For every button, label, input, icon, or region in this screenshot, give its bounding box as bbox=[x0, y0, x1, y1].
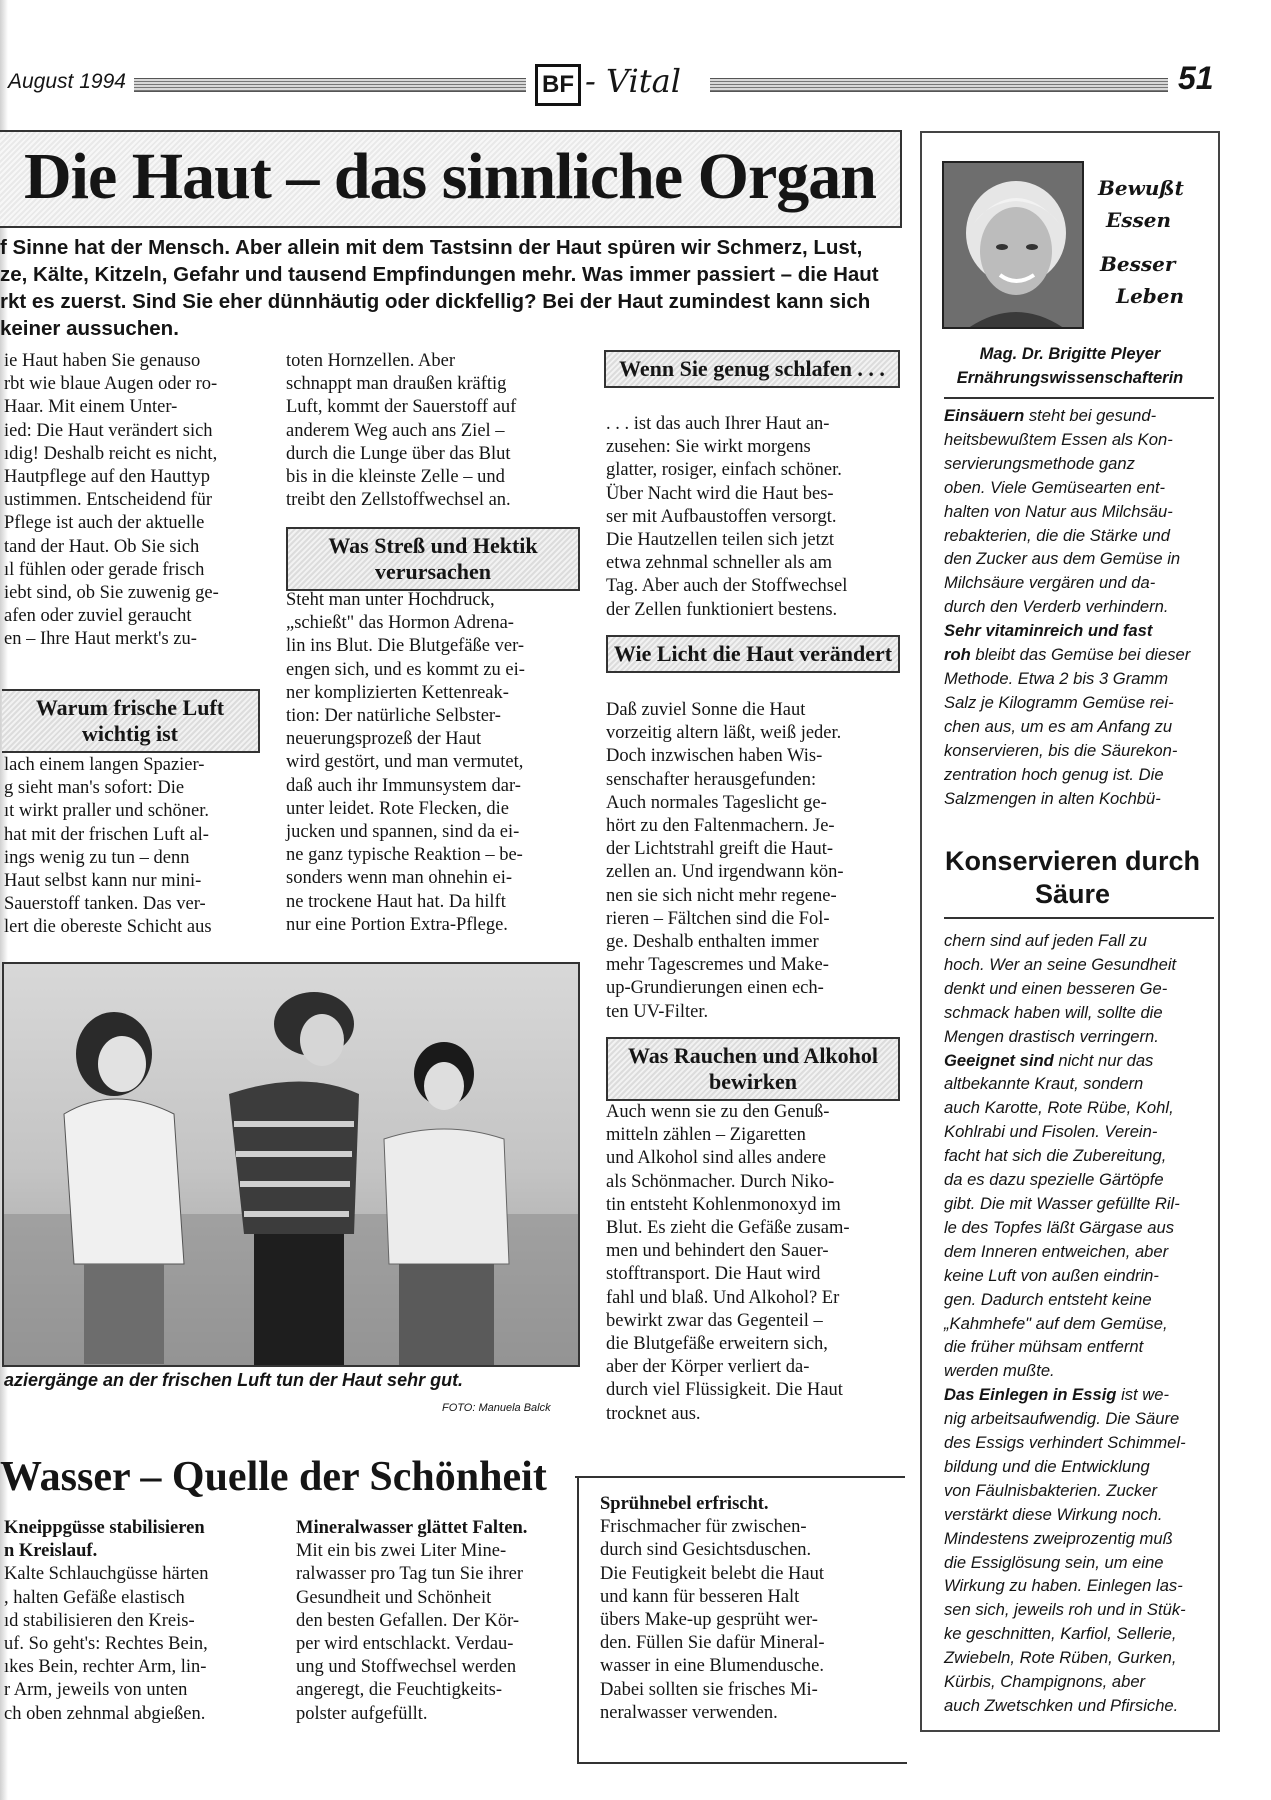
sidebar-text-span: gibt. Die mit Wasser gefüllte Ril- bbox=[944, 1193, 1180, 1213]
sidebar-text-span: oben. Viele Gemüsearten ent- bbox=[944, 477, 1166, 497]
sidebar-text-span: chen aus, um es am Anfang zu bbox=[944, 716, 1173, 736]
beach-photo bbox=[2, 962, 580, 1367]
portrait-illustration bbox=[944, 163, 1084, 329]
text-line: zusehen: Sie wirkt morgens bbox=[606, 437, 811, 458]
sidebar-text-span: werden mußte. bbox=[944, 1361, 1055, 1381]
sidebar-text-line bbox=[944, 1264, 1204, 1288]
sidebar-text-span: heitsbewußtem Essen als Kon- bbox=[944, 429, 1173, 449]
lead-line: keiner aussuchen. bbox=[0, 317, 179, 340]
sidebar-text-span: servierungsmethode ganz bbox=[944, 453, 1135, 473]
author-credit bbox=[935, 342, 1205, 390]
text-line: lach einem langen Spazier- bbox=[4, 755, 205, 775]
sidebar-text-line bbox=[944, 1359, 1204, 1383]
wasser-col-3-head: Sprühnebel erfrischt. bbox=[600, 1494, 769, 1514]
text-line: schnappt man draußen kräftig bbox=[286, 374, 507, 395]
beach-photo-illustration bbox=[4, 964, 580, 1367]
subhead-licht: Wie Licht die Haut verändert bbox=[606, 635, 900, 673]
column-3-text-3 bbox=[606, 1101, 900, 1426]
text-line: ung und Stoffwechsel werden bbox=[296, 1657, 517, 1678]
sidebar-text-line bbox=[944, 715, 1204, 739]
text-line: etwa zehnmal schneller als am bbox=[606, 553, 833, 574]
motto-line: Besser bbox=[1100, 252, 1176, 276]
sidebar-text-span: Kohlrabi und Fisolen. Verein- bbox=[944, 1122, 1158, 1142]
sidebar-text-line bbox=[944, 953, 1204, 977]
section-name: - Vital bbox=[585, 62, 681, 100]
text-line: ıl fühlen oder gerade frisch bbox=[4, 559, 205, 580]
text-line: angeregt, die Feuchtigkeits- bbox=[296, 1680, 503, 1701]
sidebar-text-line bbox=[944, 1551, 1204, 1575]
sidebar-bold-phrase: Einsäuern bbox=[944, 406, 1025, 425]
sidebar-text-line bbox=[944, 1312, 1204, 1336]
sidebar-text-1 bbox=[944, 404, 1204, 810]
sidebar-text-line bbox=[944, 1096, 1204, 1120]
text-line: nur eine Portion Extra-Pflege. bbox=[286, 914, 508, 935]
sidebar-text-span: Wirkung zu haben. Einlegen las- bbox=[944, 1576, 1183, 1596]
text-line: polster aufgefüllt. bbox=[296, 1703, 428, 1724]
text-line: Tag. Aber auch der Stoffwechsel bbox=[606, 576, 848, 597]
sidebar-text-span: bleibt das Gemüse bei dieser bbox=[970, 645, 1191, 665]
sidebar-text-line bbox=[944, 1598, 1204, 1622]
sidebar-bold-phrase: Das Einlegen in Essig bbox=[944, 1385, 1117, 1405]
text-line: Hautpflege auf den Hauttyp bbox=[4, 467, 210, 488]
sidebar-text-span: dem Inneren entweichen, aber bbox=[944, 1241, 1169, 1261]
sidebar-text-line bbox=[944, 1383, 1204, 1407]
sidebar-text-line bbox=[944, 595, 1204, 619]
text-line: aber der Körper verliert da- bbox=[606, 1357, 810, 1378]
text-line: „schießt" das Hormon Adrena- bbox=[286, 613, 514, 634]
sidebar-text-line bbox=[944, 476, 1204, 500]
sidebar-text-line bbox=[944, 500, 1204, 524]
text-line: hört zu den Faltenmachern. Je- bbox=[606, 816, 835, 837]
sidebar-text-line bbox=[944, 1622, 1204, 1646]
text-line: ne trockene Haut hat. Da hilft bbox=[286, 891, 506, 912]
text-line: ıt wirkt praller und schöner. bbox=[4, 801, 209, 822]
sidebar-heading: Konservieren durch Säure bbox=[944, 846, 1201, 909]
sidebar-text-line bbox=[944, 1479, 1204, 1503]
text-line: per wird entschlackt. Verdau- bbox=[296, 1634, 514, 1655]
text-line: wird gestört, und man vermutet, bbox=[286, 752, 524, 773]
sidebar-text-span: Zwiebeln, Rote Rüben, Gurken, bbox=[944, 1648, 1177, 1668]
sidebar-text-line bbox=[944, 1216, 1204, 1240]
motto-line: Leben bbox=[1116, 284, 1185, 308]
text-line: stofftransport. Die Haut wird bbox=[606, 1264, 821, 1285]
text-line: neralwasser verwenden. bbox=[600, 1702, 778, 1723]
text-line: daß auch ihr Immunsystem dar- bbox=[286, 775, 521, 796]
text-line: zellen an. Und irgendwann kön- bbox=[606, 862, 844, 883]
text-line: ıd stabilisieren den Kreis- bbox=[4, 1610, 195, 1631]
text-line: Mit ein bis zwei Liter Mine- bbox=[296, 1541, 507, 1562]
sidebar-text-span: verstärkt diese Wirkung noch. bbox=[944, 1504, 1163, 1524]
text-line: ied: Die Haut verändert sich bbox=[4, 420, 213, 441]
text-line: en – Ihre Haut merkt's zu- bbox=[4, 629, 197, 650]
text-line: rbt wie blaue Augen oder ro- bbox=[4, 374, 218, 395]
text-line: toten Hornzellen. Aber bbox=[286, 351, 456, 371]
text-line: neuerungsprozeß der Haut bbox=[286, 729, 482, 750]
sidebar-text-span: Salzmengen in alten Kochbü- bbox=[944, 788, 1161, 808]
column-3-text-2 bbox=[606, 699, 900, 1024]
sidebar-text-span: Mindestens zweiprozentig muß bbox=[944, 1528, 1173, 1548]
sidebar-text-span: konservieren, bis die Säurekon- bbox=[944, 740, 1178, 760]
sidebar-text-span: auch Zwetschken und Pfirsiche. bbox=[944, 1696, 1179, 1715]
sidebar-text-line bbox=[944, 452, 1204, 476]
text-line: Daß zuviel Sonne die Haut bbox=[606, 700, 806, 720]
text-line: Die Feutigkeit belebt die Haut bbox=[600, 1563, 824, 1584]
text-line: Auch wenn sie zu den Genuß- bbox=[606, 1102, 830, 1122]
subhead-schlafen: Wenn Sie genug schlafen . . . bbox=[604, 350, 900, 388]
sidebar-text-span: durch den Verderb verhindern. bbox=[944, 597, 1169, 617]
text-line: ser mit Aufbaustoffen versorgt. bbox=[606, 506, 837, 527]
text-line: ge. Deshalb enthalten immer bbox=[606, 932, 819, 953]
sidebar-text-line bbox=[944, 691, 1204, 715]
column-1-text bbox=[4, 350, 262, 652]
sidebar-text-span: gen. Dadurch entsteht keine bbox=[944, 1289, 1152, 1309]
text-line: wasser in eine Blumendusche. bbox=[600, 1656, 824, 1677]
text-line: vorzeitig altern läßt, weiß jeder. bbox=[606, 723, 842, 744]
sidebar-text-span: Methode. Etwa 2 bis 3 Gramm bbox=[944, 668, 1169, 688]
sidebar-bold-phrase: Geeignet sind bbox=[944, 1050, 1054, 1070]
text-line: Dabei sollten sie frisches Mi- bbox=[600, 1679, 818, 1700]
sidebar-text-line bbox=[944, 1335, 1204, 1359]
column-1-text-2 bbox=[4, 754, 262, 940]
text-line: tion: Der natürliche Selbster- bbox=[286, 706, 501, 727]
wasser-col-1 bbox=[4, 1517, 272, 1726]
column-3-text-1 bbox=[606, 413, 900, 622]
subhead-frische-luft: Warum frische Luft wichtig ist bbox=[2, 689, 260, 753]
sidebar-text-line bbox=[944, 977, 1204, 1001]
sidebar-text-span: schmack haben will, sollte die bbox=[944, 1002, 1163, 1022]
wasser-col-2 bbox=[296, 1517, 576, 1726]
issue-date: August 1994 bbox=[8, 70, 126, 93]
text-line: hat mit der frischen Luft al- bbox=[4, 824, 209, 845]
author-name: Mag. Dr. Brigitte Pleyer bbox=[979, 345, 1161, 363]
lead-line: rkt es zuerst. Sind Sie eher dünnhäutig oder dickfellig? Bei der Haut zumindest kann sich bbox=[0, 290, 871, 313]
text-line: Haar. Mit einem Unter- bbox=[4, 397, 178, 418]
column-2-text bbox=[286, 350, 578, 512]
text-line: Sauerstoff tanken. Das ver- bbox=[4, 894, 206, 915]
wasser-col-1-head: Kneippgüsse stabilisieren bbox=[4, 1518, 205, 1538]
text-line: Doch inzwischen haben Wis- bbox=[606, 746, 823, 767]
magazine-logo: BF bbox=[535, 64, 581, 106]
sidebar-text-span: altbekannte Kraut, sondern bbox=[944, 1074, 1144, 1094]
motto-line: Bewußt bbox=[1098, 176, 1184, 200]
text-line: jucken und spannen, sind da ei- bbox=[286, 822, 520, 843]
text-line: Kalte Schlauchgüsse härten bbox=[4, 1564, 209, 1585]
sidebar-text-span: nicht nur das bbox=[1053, 1050, 1154, 1070]
text-line: trocknet aus. bbox=[606, 1403, 701, 1424]
text-line: der Zellen funktioniert bestens. bbox=[606, 599, 838, 620]
sidebar-text-span: ist we- bbox=[1116, 1385, 1170, 1405]
text-line: engen sich, und es kommt zu ei- bbox=[286, 659, 525, 680]
text-line: fahl und blaß. Und Alkohol? Er bbox=[606, 1287, 840, 1308]
text-line: ralwasser pro Tag tun Sie ihrer bbox=[296, 1564, 523, 1585]
sidebar-text-line bbox=[944, 404, 1204, 428]
text-line: ings wenig zu tun – denn bbox=[4, 847, 190, 868]
photo-caption: aziergänge an der frischen Luft tun der Haut sehr gut. bbox=[4, 1370, 464, 1390]
text-line: ner komplizierten Kettenreak- bbox=[286, 682, 509, 703]
sidebar-text-span: die früher mühsam entfernt bbox=[944, 1337, 1144, 1357]
sidebar-text-span: da es dazu spezielle Gärtöpfe bbox=[944, 1170, 1164, 1190]
text-line: . . . ist das auch Ihrer Haut an- bbox=[606, 414, 830, 434]
sidebar-text-span: keine Luft von außen eindrin- bbox=[944, 1265, 1159, 1285]
sidebar-text-span: le des Topfes läßt Gärgase aus bbox=[944, 1217, 1174, 1237]
text-line: ıkes Bein, rechter Arm, lin- bbox=[4, 1657, 207, 1678]
text-line: die Blutgefäße erweitern sich, bbox=[606, 1334, 828, 1355]
text-line: sonders wenn man ohnehin ei- bbox=[286, 868, 513, 889]
sidebar-text-line bbox=[944, 929, 1204, 953]
sidebar-text-span: des Essigs verhindert Schimmel- bbox=[944, 1433, 1186, 1453]
text-line: uf. So geht's: Rechtes Bein, bbox=[4, 1634, 208, 1655]
sidebar-text-line bbox=[944, 1527, 1204, 1551]
sidebar-text-line bbox=[944, 1694, 1204, 1718]
sidebar-text-line bbox=[944, 547, 1204, 571]
sidebar-text-line bbox=[944, 763, 1204, 787]
sidebar-text-span: hoch. Wer an seine Gesundheit bbox=[944, 954, 1177, 974]
header-rule-left bbox=[134, 78, 526, 92]
sidebar-text-line bbox=[944, 1001, 1204, 1025]
text-line: Auch normales Tageslicht ge- bbox=[606, 792, 827, 813]
text-line: lin ins Blut. Die Blutgefäße ver- bbox=[286, 636, 525, 657]
sidebar-text-line bbox=[944, 1431, 1204, 1455]
sidebar-text-span: halten von Natur aus Milchsäu- bbox=[944, 501, 1173, 521]
sidebar-text-line bbox=[944, 1574, 1204, 1598]
sidebar-text-line bbox=[944, 428, 1204, 452]
sidebar-text-line bbox=[944, 1455, 1204, 1479]
text-line: afen oder zuviel geraucht bbox=[4, 606, 192, 627]
text-line: r Arm, jeweils von unten bbox=[4, 1680, 188, 1701]
sidebar-text-line bbox=[944, 1646, 1204, 1670]
text-line: Die Hautzellen teilen sich jetzt bbox=[606, 530, 835, 551]
text-line: bis in die kleinste Zelle – und bbox=[286, 467, 505, 488]
sidebar-text-span: sen sich, jeweils roh und in Stük- bbox=[944, 1600, 1186, 1620]
wasser-col-2-head: Mineralwasser glättet Falten. bbox=[296, 1518, 528, 1538]
sidebar-text-line bbox=[944, 1240, 1204, 1264]
sidebar-text-line bbox=[944, 524, 1204, 548]
sidebar-text-line bbox=[944, 619, 1204, 643]
text-line: rieren – Fältchen sind die Fol- bbox=[606, 908, 830, 929]
sidebar-text-span: „Kahmhefe" auf dem Gemüse, bbox=[944, 1313, 1168, 1333]
sidebar-text-span: steht bei gesund- bbox=[1024, 406, 1157, 425]
text-line: ie Haut haben Sie genauso bbox=[4, 351, 201, 371]
text-line: den besten Gefallen. Der Kör- bbox=[296, 1610, 520, 1631]
text-line: nen sie sich nicht mehr regene- bbox=[606, 885, 837, 906]
text-line: mitteln zählen – Zigaretten bbox=[606, 1125, 806, 1146]
sidebar-text-line bbox=[944, 571, 1204, 595]
sidebar-text-2 bbox=[944, 929, 1204, 1718]
text-line: lert die obereste Schicht aus bbox=[4, 917, 212, 938]
text-line: den. Füllen Sie dafür Mineral- bbox=[600, 1633, 825, 1654]
sidebar-text-line bbox=[944, 1192, 1204, 1216]
wasser-title: Wasser – Quelle der Schönheit bbox=[0, 1454, 547, 1500]
sidebar-text-span: rebakterien, die die Stärke und bbox=[944, 525, 1171, 545]
sidebar-text-line bbox=[944, 787, 1204, 811]
text-line: Gesundheit und Schönheit bbox=[296, 1587, 492, 1608]
text-line: als Schönmacher. Durch Niko- bbox=[606, 1171, 835, 1192]
sidebar-text-span: Mengen drastisch verringern. bbox=[944, 1026, 1159, 1046]
sidebar-text-line bbox=[944, 643, 1204, 667]
sidebar-text-line bbox=[944, 1025, 1204, 1049]
text-line: ıdig! Deshalb reicht es nicht, bbox=[4, 443, 218, 464]
sidebar-text-span: nig arbeitsaufwendig. Die Säure bbox=[944, 1409, 1180, 1429]
article-title: Die Haut – das sinnliche Organ bbox=[24, 140, 876, 213]
text-line: der Lichtstrahl greift die Haut- bbox=[606, 839, 834, 860]
lead-line: ze, Kälte, Kitzeln, Gefahr und tausend Empfindungen mehr. Was immer passiert – die Haut bbox=[0, 263, 879, 286]
lead-line: f Sinne hat der Mensch. Aber allein mit dem Tastsinn der Haut spüren wir Schmerz, Lust, bbox=[0, 236, 863, 259]
text-line: Frischmacher für zwischen- bbox=[600, 1517, 807, 1538]
text-line: senschafter herausgefunden: bbox=[606, 769, 817, 790]
text-line: tand der Haut. Ob Sie sich bbox=[4, 536, 200, 557]
lead-paragraph bbox=[0, 234, 905, 342]
text-line: ten UV-Filter. bbox=[606, 1001, 709, 1022]
text-line: durch viel Flüssigkeit. Die Haut bbox=[606, 1380, 843, 1401]
text-line: Über Nacht wird die Haut bes- bbox=[606, 483, 834, 504]
text-line: durch sind Gesichtsduschen. bbox=[600, 1540, 812, 1561]
sidebar-text-span: bildung und die Entwicklung bbox=[944, 1456, 1150, 1476]
text-line: unter leidet. Rote Flecken, die bbox=[286, 798, 509, 819]
subhead-stress: Was Streß und Hektik verursachen bbox=[286, 527, 580, 591]
sidebar-text-line bbox=[944, 739, 1204, 763]
sidebar-text-span: Milchsäure vergären und da- bbox=[944, 573, 1156, 593]
text-line: ustimmen. Entscheidend für bbox=[4, 490, 213, 511]
wasser-col-3 bbox=[600, 1493, 882, 1725]
sidebar-text-span: Kürbis, Champignons, aber bbox=[944, 1672, 1146, 1692]
sidebar-bold-phrase: Sehr vitaminreich und fast bbox=[944, 621, 1153, 641]
sidebar-text-span: zentration hoch genug ist. Die bbox=[944, 764, 1164, 784]
text-line: durch die Lunge über das Blut bbox=[286, 443, 511, 464]
text-line: Luft, kommt der Sauerstoff auf bbox=[286, 397, 517, 418]
text-line: up-Grundierungen einen ech- bbox=[606, 978, 824, 999]
sidebar-rule bbox=[944, 397, 1214, 399]
sidebar-text-line bbox=[944, 1670, 1204, 1694]
text-line: ne ganz typische Reaktion – be- bbox=[286, 845, 523, 866]
text-line: , halten Gefäße elastisch bbox=[4, 1587, 185, 1608]
photo-credit: FOTO: Manuela Balck bbox=[442, 1402, 551, 1414]
sidebar-text-span: Salz je Kilogramm Gemüse rei- bbox=[944, 692, 1174, 712]
text-line: ch oben zehnmal abgießen. bbox=[4, 1703, 206, 1724]
sidebar-text-line bbox=[944, 1049, 1204, 1073]
text-line: Haut selbst kann nur mini- bbox=[4, 871, 202, 892]
text-line: übers Make-up gesprüht wer- bbox=[600, 1610, 818, 1631]
sidebar-text-line bbox=[944, 1072, 1204, 1096]
motto-line: Essen bbox=[1106, 208, 1172, 232]
sidebar-text-span: chern sind auf jeden Fall zu bbox=[944, 931, 1147, 950]
sidebar-text-span: facht hat sich die Zubereitung, bbox=[944, 1146, 1167, 1166]
subhead-rauchen: Was Rauchen und Alkohol bewirken bbox=[606, 1037, 900, 1101]
sidebar-text-line bbox=[944, 1288, 1204, 1312]
author-portrait bbox=[942, 161, 1084, 329]
sidebar-text-span: ke geschnitten, Karfiol, Sellerie, bbox=[944, 1624, 1177, 1644]
text-line: Blut. Es zieht die Gefäße zusam- bbox=[606, 1218, 850, 1239]
text-line: bewirkt zwar das Gegenteil – bbox=[606, 1310, 823, 1331]
text-line: anderem Weg auch ans Ziel – bbox=[286, 420, 505, 441]
text-line: und Alkohol sind alles andere bbox=[606, 1148, 826, 1169]
text-line: mehr Tagescremes und Make- bbox=[606, 955, 829, 976]
sidebar-text-span: von Fäulnisbakterien. Zucker bbox=[944, 1480, 1158, 1500]
sidebar-text-span: die Essiglösung sein, um eine bbox=[944, 1552, 1164, 1572]
sidebar-text-line bbox=[944, 1407, 1204, 1431]
page-number: 51 bbox=[1178, 60, 1214, 96]
sidebar-bold-phrase: roh bbox=[944, 645, 971, 665]
header-rule-right bbox=[710, 78, 1168, 92]
sidebar-rule bbox=[944, 917, 1214, 919]
sidebar-text-span: auch Karotte, Rote Rübe, Kohl, bbox=[944, 1098, 1174, 1118]
text-line: und kann für besseren Halt bbox=[600, 1586, 800, 1607]
sidebar-text-line bbox=[944, 667, 1204, 691]
text-line: tin entsteht Kohlenmonoxyd im bbox=[606, 1194, 841, 1215]
sidebar-text-line bbox=[944, 1503, 1204, 1527]
text-line: g sieht man's sofort: Die bbox=[4, 778, 185, 799]
text-line: Pflege ist auch der aktuelle bbox=[4, 513, 205, 534]
column-2-text-2 bbox=[286, 589, 578, 937]
sidebar-text-line bbox=[944, 1120, 1204, 1144]
text-line: iebt sind, ob Sie zuwenig ge- bbox=[4, 583, 219, 604]
text-line: treibt den Zellstoffwechsel an. bbox=[286, 490, 511, 511]
sidebar-text-span: denkt und einen besseren Ge- bbox=[944, 978, 1168, 998]
text-line: Steht man unter Hochdruck, bbox=[286, 590, 495, 610]
wasser-col-1-head: n Kreislauf. bbox=[4, 1541, 98, 1562]
sidebar-text-line bbox=[944, 1168, 1204, 1192]
text-line: men und behindert den Sauer- bbox=[606, 1241, 829, 1262]
author-title: Ernährungswissenschafterin bbox=[956, 369, 1184, 387]
sidebar-text-span: den Zucker aus dem Gemüse in bbox=[944, 549, 1181, 569]
sidebar-text-line bbox=[944, 1144, 1204, 1168]
text-line: glatter, rosiger, einfach schöner. bbox=[606, 460, 842, 481]
